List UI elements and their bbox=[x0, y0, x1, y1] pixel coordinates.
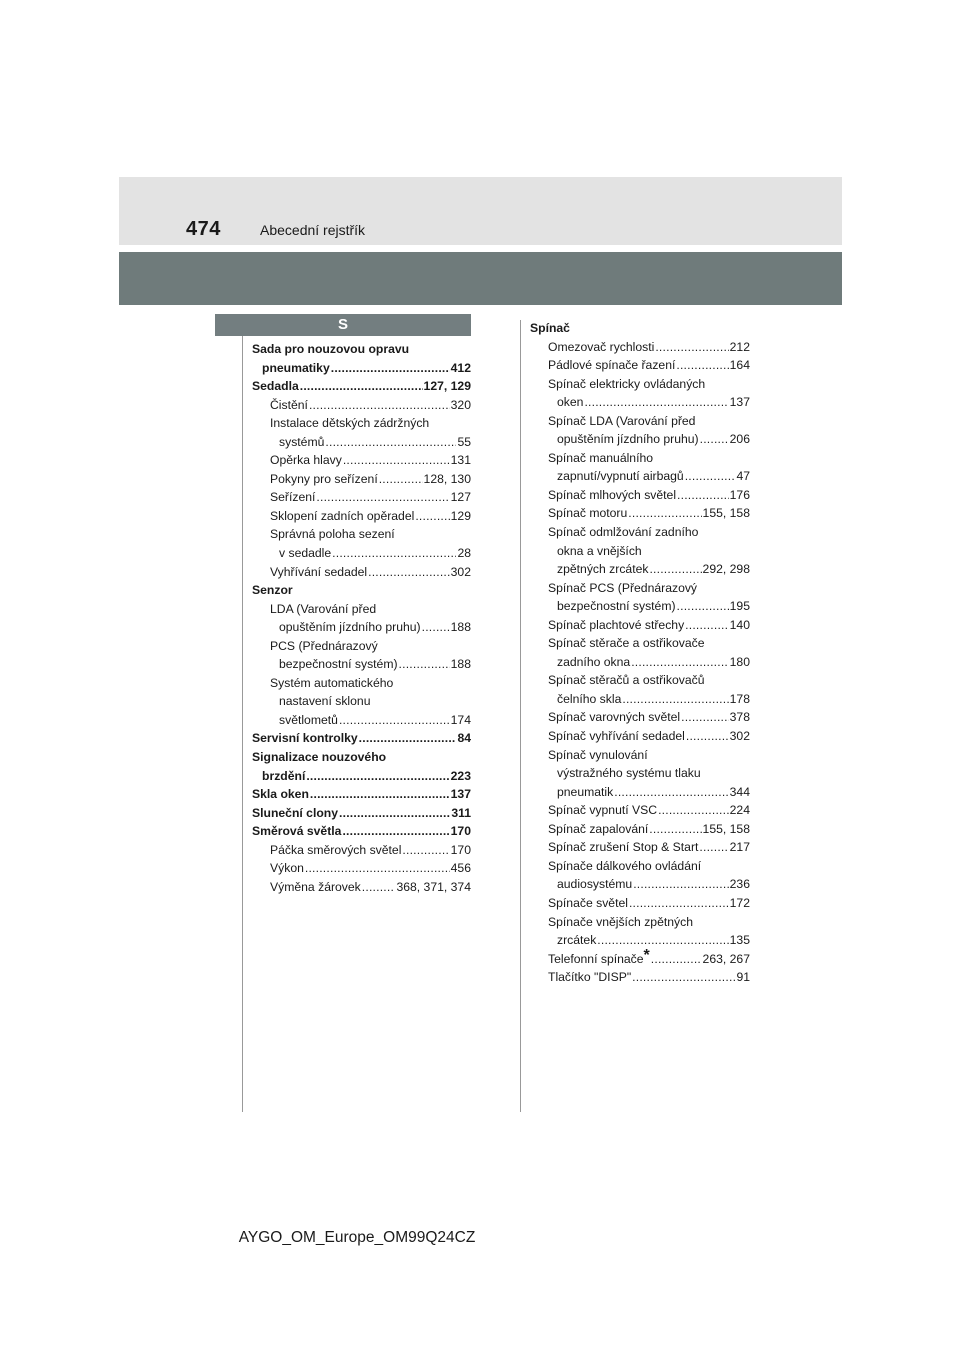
leader-dots bbox=[597, 931, 728, 950]
entry-label: zrcátek bbox=[557, 933, 597, 948]
entry-label: oken bbox=[557, 395, 584, 410]
page-reference: 178 bbox=[729, 691, 750, 706]
leader-dots bbox=[584, 393, 728, 412]
index-entry bbox=[252, 451, 471, 470]
entry-text bbox=[557, 467, 684, 486]
entry-text bbox=[279, 711, 338, 730]
entry-label: pneumatiky bbox=[262, 360, 330, 375]
index-entry: Instalace dětských zádržných bbox=[270, 416, 430, 431]
entry-label: Servisní kontrolky bbox=[252, 731, 358, 746]
entry-label: bezpečnostní systém) bbox=[279, 657, 398, 672]
leader-dots bbox=[415, 507, 449, 526]
index-entry: Spínač vynulování bbox=[548, 747, 648, 762]
entry-label: zapnutí/vypnutí airbagů bbox=[557, 469, 684, 484]
entry-text bbox=[548, 801, 657, 820]
leader-dots bbox=[399, 655, 450, 674]
entry-text bbox=[557, 875, 632, 894]
index-entry bbox=[530, 820, 750, 839]
leader-dots bbox=[306, 767, 449, 786]
leader-dots bbox=[677, 597, 729, 616]
page-reference: 195 bbox=[729, 599, 750, 614]
page-reference: 127 bbox=[450, 490, 471, 505]
page-reference: 223 bbox=[450, 768, 471, 783]
entry-text bbox=[270, 841, 401, 860]
index-entry bbox=[530, 801, 750, 820]
entry-label: Spínače světel bbox=[548, 895, 628, 910]
page-reference: 84 bbox=[457, 731, 471, 746]
entry-label: Pádlové spínače řazení bbox=[548, 358, 676, 373]
entry-text bbox=[548, 356, 675, 375]
entry-label: audiosystému bbox=[557, 877, 633, 892]
index-entry bbox=[252, 377, 471, 396]
index-entry bbox=[252, 841, 471, 860]
entry-text bbox=[548, 338, 654, 357]
document-code: AYGO_OM_Europe_OM99Q24CZ bbox=[238, 1229, 476, 1246]
footer bbox=[0, 1229, 960, 1247]
page-reference: 155, 158 bbox=[702, 506, 750, 521]
page-reference: 55 bbox=[457, 434, 471, 449]
page-reference: 128, 130 bbox=[423, 471, 471, 486]
index-entry: Spínač LDA (Varování před bbox=[548, 413, 696, 428]
index-entry bbox=[252, 470, 471, 489]
index-entry bbox=[252, 488, 471, 507]
page-reference: 236 bbox=[729, 877, 750, 892]
entry-text bbox=[270, 859, 304, 878]
index-entry bbox=[530, 946, 750, 969]
entry-label: Páčka směrových světel bbox=[270, 842, 402, 857]
leader-dots bbox=[633, 875, 728, 894]
index-entry bbox=[530, 467, 750, 486]
index-column-right bbox=[530, 319, 750, 987]
entry-text bbox=[252, 822, 341, 841]
index-entry: Spínač bbox=[530, 321, 570, 335]
entry-label: Spínač plachtové střechy bbox=[548, 617, 685, 632]
page-reference: 170 bbox=[450, 842, 471, 857]
leader-dots bbox=[681, 708, 729, 727]
leader-dots bbox=[362, 878, 396, 897]
leader-dots bbox=[676, 356, 728, 375]
section-title: Abecední rejstřík bbox=[260, 222, 366, 238]
page-reference: 131 bbox=[450, 453, 471, 468]
entry-text bbox=[252, 729, 358, 748]
leader-dots bbox=[658, 801, 729, 820]
page-reference: 344 bbox=[729, 784, 750, 799]
page-reference: 137 bbox=[729, 395, 750, 410]
index-entry bbox=[530, 727, 750, 746]
entry-label: Spínač zrušení Stop & Start bbox=[548, 840, 699, 855]
index-entry: Spínač odmlžování zadního bbox=[548, 525, 699, 540]
page-reference: 263, 267 bbox=[702, 951, 750, 966]
index-entry: Signalizace nouzového bbox=[252, 750, 387, 765]
entry-text bbox=[270, 488, 315, 507]
index-letter-tab: S bbox=[215, 314, 471, 336]
entry-label: pneumatik bbox=[557, 784, 614, 799]
index-entry bbox=[530, 486, 750, 505]
entry-text bbox=[270, 563, 367, 582]
entry-label: zadního okna bbox=[557, 654, 631, 669]
index-entry: Spínač stěračů a ostřikovačů bbox=[548, 673, 705, 688]
page-reference: 129 bbox=[450, 508, 471, 523]
entry-label: systémů bbox=[279, 434, 325, 449]
page-reference: 188 bbox=[450, 620, 471, 635]
index-entry bbox=[252, 785, 471, 804]
index-entry bbox=[530, 968, 750, 987]
entry-text bbox=[548, 820, 648, 839]
entry-label: Tlačítko "DISP" bbox=[548, 970, 632, 985]
entry-text bbox=[557, 393, 583, 412]
entry-text bbox=[557, 783, 613, 802]
entry-text bbox=[270, 451, 342, 470]
entry-label: zpětných zrcátek bbox=[557, 562, 649, 577]
leader-dots bbox=[368, 563, 450, 582]
column-divider-middle bbox=[520, 320, 521, 1112]
index-entry bbox=[530, 931, 750, 950]
entry-text bbox=[279, 655, 398, 674]
leader-dots bbox=[685, 467, 736, 486]
page-reference: 302 bbox=[450, 564, 471, 579]
leader-dots bbox=[699, 838, 728, 857]
page-reference: 456 bbox=[450, 861, 471, 876]
page-reference: 137 bbox=[450, 787, 471, 802]
entry-text bbox=[557, 690, 621, 709]
page-reference: 212 bbox=[729, 339, 750, 354]
entry-text bbox=[548, 894, 628, 913]
entry-label: opuštěním jízdního pruhu) bbox=[279, 620, 421, 635]
page-reference: 127, 129 bbox=[423, 379, 471, 394]
index-entry bbox=[530, 690, 750, 709]
index-entry: Systém automatického bbox=[270, 675, 394, 690]
header-bar bbox=[119, 252, 842, 305]
index-entry bbox=[252, 618, 471, 637]
entry-label: Spínač vyhřívání sedadel bbox=[548, 729, 685, 744]
index-entry bbox=[252, 433, 471, 452]
index-entry: nastavení sklonu bbox=[279, 694, 371, 709]
page-reference: 378 bbox=[729, 710, 750, 725]
leader-dots bbox=[300, 377, 423, 396]
entry-text bbox=[270, 878, 361, 897]
index-entry bbox=[252, 359, 471, 378]
entry-label: Výměna žárovek bbox=[270, 879, 361, 894]
page-reference: 302 bbox=[729, 729, 750, 744]
index-entry bbox=[530, 838, 750, 857]
page-reference: 164 bbox=[729, 358, 750, 373]
entry-text bbox=[279, 544, 331, 563]
page-reference: 320 bbox=[450, 397, 471, 412]
entry-label: Seřízení bbox=[270, 490, 316, 505]
page-reference: 155, 158 bbox=[702, 821, 750, 836]
entry-label: bezpečnostní systém) bbox=[557, 599, 676, 614]
index-entry bbox=[530, 338, 750, 357]
page-reference: 217 bbox=[729, 840, 750, 855]
index-entry: LDA (Varování před bbox=[270, 601, 377, 616]
leader-dots bbox=[677, 486, 729, 505]
footnote-marker: * bbox=[643, 946, 650, 964]
index-entry bbox=[252, 655, 471, 674]
index-entry: výstražného systému tlaku bbox=[557, 766, 701, 781]
entry-text bbox=[557, 560, 648, 579]
leader-dots bbox=[309, 396, 450, 415]
leader-dots bbox=[305, 859, 450, 878]
page-reference: 206 bbox=[729, 432, 750, 447]
entry-text bbox=[279, 433, 324, 452]
index-entry bbox=[530, 653, 750, 672]
page-reference: 412 bbox=[450, 360, 471, 375]
entry-text bbox=[262, 359, 330, 378]
leader-dots bbox=[343, 451, 450, 470]
entry-text bbox=[557, 597, 676, 616]
page-reference: 140 bbox=[729, 617, 750, 632]
column-divider-left bbox=[242, 336, 243, 1112]
entry-text bbox=[548, 504, 627, 523]
index-entry: Spínač manuálního bbox=[548, 450, 654, 465]
leader-dots bbox=[685, 616, 728, 635]
index-entry: Sada pro nouzovou opravu bbox=[252, 342, 410, 356]
entry-text bbox=[252, 377, 299, 396]
leader-dots bbox=[310, 785, 450, 804]
index-entry: Spínače dálkového ovládání bbox=[548, 858, 702, 873]
page-reference: 174 bbox=[450, 712, 471, 727]
entry-text bbox=[548, 708, 680, 727]
index-entry bbox=[252, 563, 471, 582]
leader-dots bbox=[402, 841, 449, 860]
leader-dots bbox=[655, 338, 728, 357]
entry-label: Sedadla bbox=[252, 379, 299, 394]
page-reference: 311 bbox=[451, 805, 471, 820]
entry-label: Výkon bbox=[270, 861, 304, 876]
index-entry: Spínače vnějších zpětných bbox=[548, 914, 693, 929]
entry-label: Pokyny pro seřízení bbox=[270, 471, 378, 486]
leader-dots bbox=[316, 488, 449, 507]
index-entry: Správná poloha sezení bbox=[270, 527, 395, 542]
page-reference: 47 bbox=[736, 469, 750, 484]
entry-text bbox=[252, 804, 338, 823]
leader-dots bbox=[422, 618, 450, 637]
index-entry: okna a vnějších bbox=[557, 543, 642, 558]
page-number: 474 bbox=[186, 218, 221, 240]
leader-dots bbox=[622, 690, 728, 709]
entry-text bbox=[279, 618, 421, 637]
leader-dots bbox=[700, 430, 729, 449]
index-entry bbox=[530, 783, 750, 802]
entry-text bbox=[548, 968, 631, 987]
index-entry bbox=[530, 356, 750, 375]
index-entry bbox=[252, 804, 471, 823]
entry-label: světlometů bbox=[279, 712, 338, 727]
entry-label: Omezovač rychlosti bbox=[548, 339, 655, 354]
entry-label: Opěrka hlavy bbox=[270, 453, 342, 468]
index-entry bbox=[252, 396, 471, 415]
page-reference: 180 bbox=[729, 654, 750, 669]
leader-dots bbox=[339, 711, 450, 730]
entry-label: Sluneční clony bbox=[252, 805, 339, 820]
page-reference: 224 bbox=[729, 803, 750, 818]
entry-text bbox=[270, 507, 414, 526]
index-entry bbox=[252, 822, 471, 841]
index-entry bbox=[530, 504, 750, 523]
entry-text bbox=[252, 785, 309, 804]
leader-dots bbox=[651, 950, 702, 969]
header-band bbox=[119, 177, 842, 245]
entry-text bbox=[557, 430, 699, 449]
entry-label: Telefonní spínače bbox=[548, 951, 644, 966]
entry-text bbox=[270, 470, 378, 489]
index-entry bbox=[252, 729, 471, 748]
leader-dots bbox=[379, 470, 423, 489]
entry-text bbox=[548, 946, 650, 969]
leader-dots bbox=[629, 894, 729, 913]
entry-text bbox=[548, 727, 685, 746]
leader-dots bbox=[632, 968, 735, 987]
index-entry bbox=[530, 616, 750, 635]
page-reference: 170 bbox=[450, 824, 471, 839]
page-reference: 28 bbox=[457, 546, 471, 561]
leader-dots bbox=[631, 653, 728, 672]
index-entry: Senzor bbox=[252, 583, 293, 598]
entry-text bbox=[557, 931, 596, 950]
entry-label: čelního skla bbox=[557, 691, 622, 706]
entry-text bbox=[270, 396, 308, 415]
entry-label: Spínač motoru bbox=[548, 506, 628, 521]
page-reference: 135 bbox=[729, 933, 750, 948]
entry-label: Spínač zapalování bbox=[548, 821, 649, 836]
index-entry bbox=[530, 894, 750, 913]
leader-dots bbox=[649, 820, 701, 839]
leader-dots bbox=[686, 727, 729, 746]
index-entry bbox=[252, 507, 471, 526]
page-reference: 91 bbox=[736, 970, 750, 985]
leader-dots bbox=[331, 359, 450, 378]
index-entry bbox=[252, 767, 471, 786]
index-entry bbox=[530, 875, 750, 894]
leader-dots bbox=[332, 544, 456, 563]
page-reference: 172 bbox=[729, 895, 750, 910]
leader-dots bbox=[628, 504, 701, 523]
page-reference: 176 bbox=[729, 487, 750, 502]
entry-label: Čistění bbox=[270, 397, 308, 412]
entry-label: brzdění bbox=[262, 768, 306, 783]
index-entry bbox=[530, 560, 750, 579]
leader-dots bbox=[359, 729, 457, 748]
index-entry: PCS (Přednárazový bbox=[270, 638, 378, 653]
page-reference: 292, 298 bbox=[702, 562, 750, 577]
index-entry: Spínač elektricky ovládaných bbox=[548, 376, 706, 391]
entry-label: Skla oken bbox=[252, 787, 309, 802]
entry-label: Spínač vypnutí VSC bbox=[548, 803, 658, 818]
index-column-left bbox=[252, 340, 471, 896]
index-entry: Spínač stěrače a ostřikovače bbox=[548, 636, 705, 651]
index-entry bbox=[530, 708, 750, 727]
leader-dots bbox=[339, 804, 450, 823]
index-entry bbox=[252, 544, 471, 563]
index-entry bbox=[530, 430, 750, 449]
entry-text bbox=[548, 838, 698, 857]
entry-label: Vyhřívání sedadel bbox=[270, 564, 368, 579]
index-entry bbox=[252, 711, 471, 730]
entry-label: v sedadle bbox=[279, 546, 332, 561]
entry-label: Spínač mlhových světel bbox=[548, 487, 677, 502]
index-entry bbox=[252, 859, 471, 878]
index-entry bbox=[252, 878, 471, 897]
entry-label: Spínač varovných světel bbox=[548, 710, 681, 725]
entry-text bbox=[557, 653, 630, 672]
entry-text bbox=[262, 767, 305, 786]
leader-dots bbox=[649, 560, 701, 579]
page-reference: 368, 371, 374 bbox=[396, 879, 471, 894]
entry-text bbox=[548, 486, 676, 505]
leader-dots bbox=[342, 822, 449, 841]
entry-text bbox=[548, 616, 684, 635]
entry-label: Směrová světla bbox=[252, 824, 342, 839]
page-reference: 188 bbox=[450, 657, 471, 672]
leader-dots bbox=[614, 783, 728, 802]
entry-label: Sklopení zadních opěradel bbox=[270, 508, 415, 523]
index-entry bbox=[530, 393, 750, 412]
leader-dots bbox=[325, 433, 456, 452]
index-entry bbox=[530, 597, 750, 616]
index-entry: Spínač PCS (Přednárazový bbox=[548, 580, 698, 595]
entry-label: opuštěním jízdního pruhu) bbox=[557, 432, 699, 447]
